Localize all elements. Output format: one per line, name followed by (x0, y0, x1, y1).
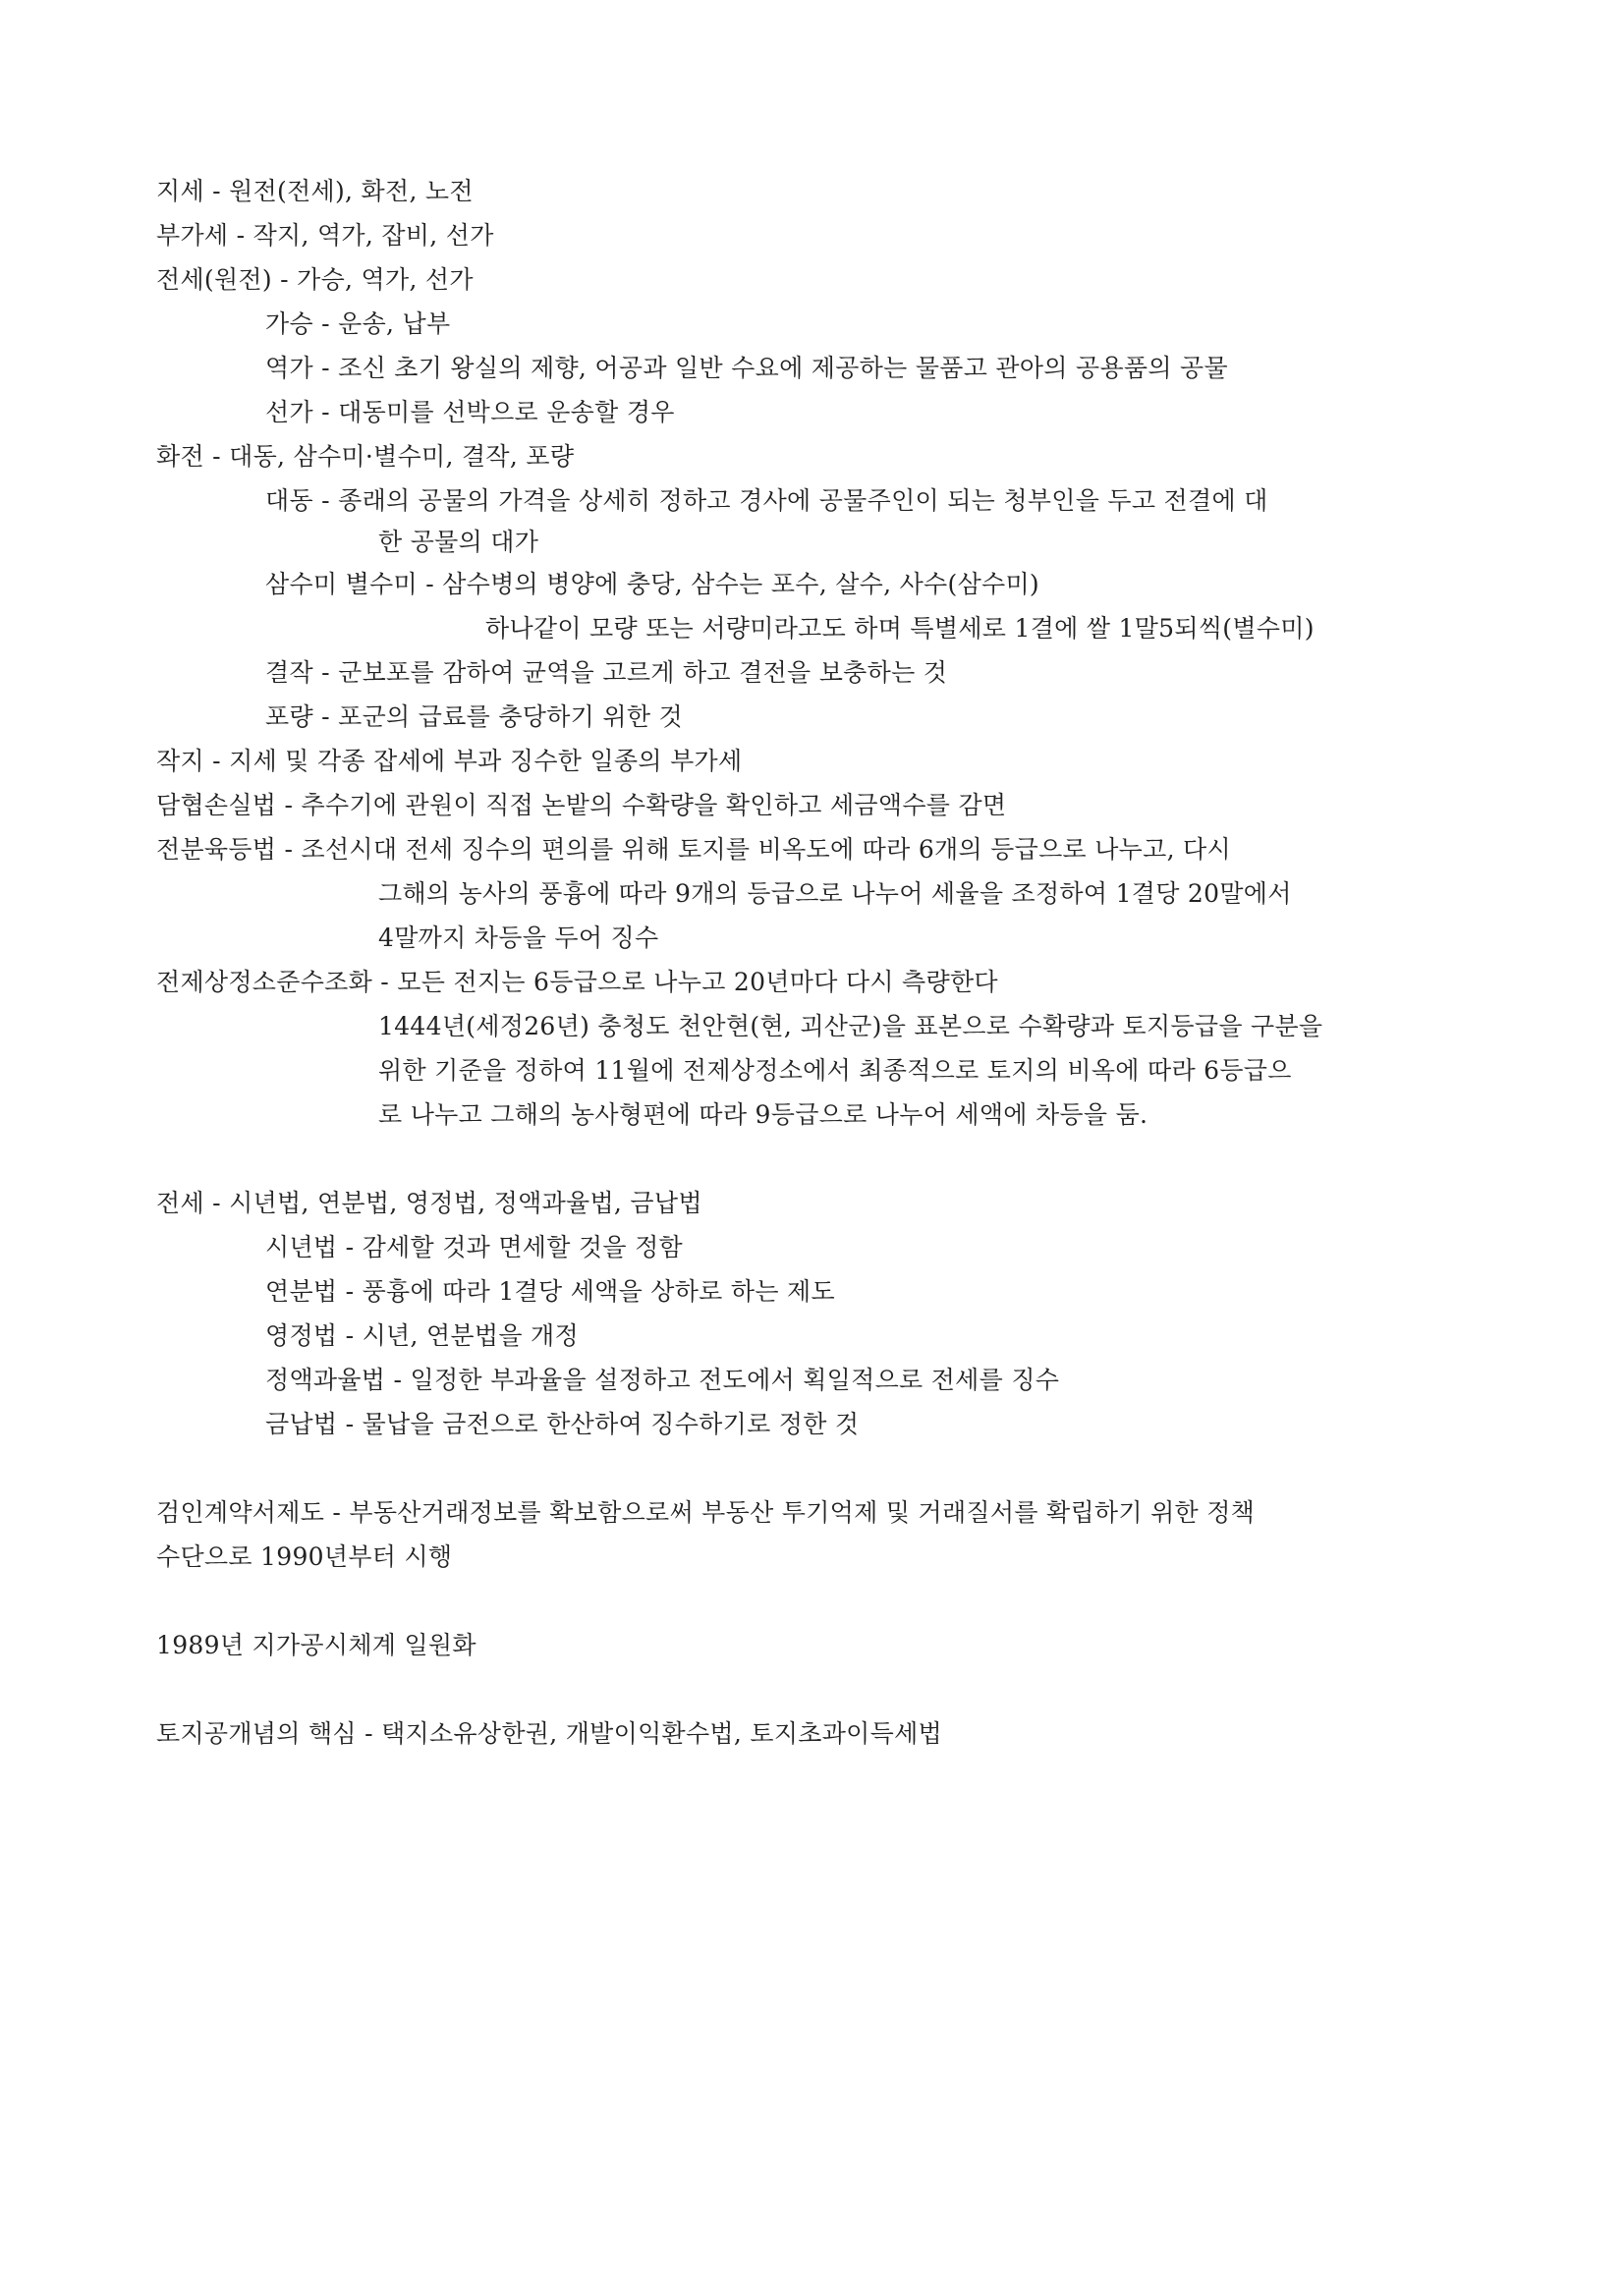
text-line-jeonbun: 전분육등법 - 조선시대 전세 징수의 편의를 위해 토지를 비옥도에 따라 6개의 등급으로 나누고, 다시 (156, 835, 1231, 864)
text-line-jeonbun-cont-1: 그해의 농사의 풍흉에 따라 9개의 등급으로 나누어 세율을 조정하여 1결당 20말에서 (378, 879, 1292, 908)
text-line-jeonbun-cont-2: 4말까지 차등을 두어 징수 (378, 924, 659, 952)
text-line-jeonje-cont-2: 위한 기준을 정하여 11월에 전제상정소에서 최종적으로 토지의 비옥에 따라 6등급으 (378, 1056, 1292, 1085)
text-line-daedong-cont: 한 공물의 대가 (378, 528, 539, 556)
text-line-jeonje-cont-1: 1444년(세정26년) 충청도 천안현(현, 괴산군)을 표본으로 수확량과 토지등급을 구분을 (378, 1012, 1323, 1040)
text-line-land-tax: 지세 - 원전(전세), 화전, 노전 (156, 177, 474, 205)
text-line-yeokga: 역가 - 조신 초기 왕실의 제향, 어공과 일반 수요에 제공하는 물품고 관아의 공용품의 공물 (265, 354, 1228, 382)
text-line-jigagongsi: 1989년 지가공시체계 일원화 (156, 1631, 476, 1659)
text-line-yeongjeong: 영정법 - 시년, 연분법을 개정 (265, 1321, 579, 1350)
text-line-geumnap: 금납법 - 물납을 금전으로 한산하여 징수하기로 정한 것 (265, 1410, 860, 1438)
text-line-jeonse: 전세 - 시년법, 연분법, 영정법, 정액과율법, 금납법 (156, 1189, 702, 1217)
text-line-field-tax: 전세(원전) - 가승, 역가, 선가 (156, 265, 474, 294)
text-line-samsumi-cont: 하나같이 모량 또는 서량미라고도 하며 특별세로 1결에 쌀 1말5되씩(별수미) (485, 614, 1315, 643)
text-line-jakji: 작지 - 지세 및 각종 잡세에 부과 징수한 일종의 부가세 (156, 747, 743, 775)
text-line-jeonje-cont-3: 로 나누고 그해의 농사형편에 따라 9등급으로 나누어 세액에 차등을 둠. (378, 1100, 1148, 1129)
text-line-jeongaek: 정액과율법 - 일정한 부과율을 설정하고 전도에서 획일적으로 전세를 징수 (265, 1366, 1060, 1394)
text-line-hwajeon: 화전 - 대동, 삼수미·별수미, 결작, 포량 (156, 442, 575, 471)
text-line-daedong: 대동 - 종래의 공물의 가격을 상세히 정하고 경사에 공물주인이 되는 청부인을 두고 전결에 대 (265, 486, 1268, 515)
text-line-geomin: 검인계약서제도 - 부동산거래정보를 확보함으로써 부동산 투기억제 및 거래질서를 확립하기 위한 정책 (156, 1498, 1256, 1527)
text-line-gaseung: 가승 - 운송, 납부 (265, 309, 451, 338)
text-line-seonga: 선가 - 대동미를 선박으로 운송할 경우 (265, 398, 675, 426)
text-line-jeonje: 전제상정소준수조화 - 모든 전지는 6등급으로 나누고 20년마다 다시 측량한다 (156, 968, 998, 996)
text-line-samsumi: 삼수미 별수미 - 삼수병의 병양에 충당, 삼수는 포수, 살수, 사수(삼수미) (265, 570, 1039, 598)
text-line-tojigonggae: 토지공개념의 핵심 - 택지소유상한권, 개발이익환수법, 토지초과이득세법 (156, 1719, 942, 1748)
text-line-yeonbun: 연분법 - 풍흉에 따라 1결당 세액을 상하로 하는 제도 (265, 1277, 835, 1306)
text-line-poryang: 포량 - 포군의 급료를 충당하기 위한 것 (265, 702, 683, 731)
text-line-geomin-cont: 수단으로 1990년부터 시행 (156, 1542, 453, 1571)
text-line-gyeoljak: 결작 - 군보포를 감하여 균역을 고르게 하고 결전을 보충하는 것 (265, 658, 948, 687)
text-line-damhyeop: 담협손실법 - 추수기에 관원이 직접 논밭의 수확량을 확인하고 세금액수를 감면 (156, 791, 1007, 819)
text-line-sinyeon: 시년법 - 감세할 것과 면세할 것을 정함 (265, 1233, 683, 1261)
text-line-surtax: 부가세 - 작지, 역가, 잡비, 선가 (156, 221, 494, 250)
